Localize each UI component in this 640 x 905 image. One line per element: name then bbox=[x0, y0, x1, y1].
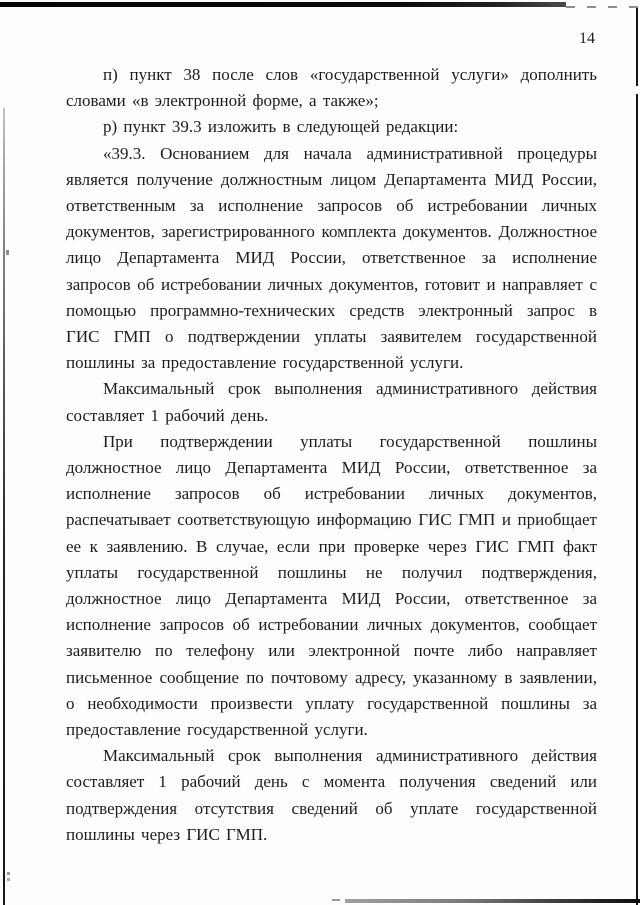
paragraph-max-term-2: Максимальный срок выполнения административного действия составляет 1 рабочий день с момента получения сведений или подтверждения отсутствия сведений об уплате государственной пошлины через ГИС ГМП. bbox=[66, 746, 597, 844]
scan-edge-bottom-dash bbox=[332, 899, 340, 901]
page-number: 14 bbox=[579, 30, 595, 47]
scan-edge-top-dashes bbox=[566, 6, 640, 8]
scan-edge-top bbox=[0, 2, 566, 7]
paragraph-39-3-basis: «39.3. Основанием для начала административной процедуры является получение должностным лицом Департамента МИД России, ответственным за исполнение запросов об истребовании личных документов, зарегистрированного комплекта документов. Должностное лицо Департамента МИД России, ответственное за исполнение запросов об истребовании личных документов, готовит и направляет с помощью программно-технических средств электронный запрос в ГИС ГМП о подтверждении уплаты заявителем государственной пошлины за предоставление государственной услуги. bbox=[66, 143, 597, 373]
paragraph-payment-confirmation: При подтверждении уплаты государственной пошлины должностное лицо Департамента МИД России, ответственное за исполнение запросов об истребовании личных документов, распечатывает соответствующую информацию ГИС ГМП и приобщает ее к заявлению. В случае, если при проверке через ГИС ГМП факт уплаты государственной пошлины не получил подтверждения, должностное лицо Департамента МИД России, ответственное за исполнение запросов об истребовании личных документов, сообщает заявителю по телефону или электронной почте либо направляет письменное сообщение по почтовому адресу, указанному в заявлении, о необходимости произвести уплату государственной пошлины за предоставление государственной услуги. bbox=[66, 431, 597, 740]
document-body bbox=[66, 62, 597, 848]
scan-edge-right bbox=[636, 8, 638, 905]
scan-speck bbox=[6, 250, 9, 255]
paragraph-subitem-r: р) пункт 39.3 изложить в следующей редакции: bbox=[103, 117, 459, 137]
scan-edge-bottom bbox=[345, 899, 640, 903]
paragraph-max-term-1: Максимальный срок выполнения административного действия составляет 1 рабочий день. bbox=[66, 379, 597, 425]
scan-edge-right-gap bbox=[635, 86, 639, 94]
scan-speck bbox=[7, 878, 10, 881]
scan-speck bbox=[7, 872, 10, 875]
paragraph-subitem-p: п) пункт 38 после слов «государственной услуги» дополнить словами «в электронной форме, а также»; bbox=[66, 65, 597, 111]
scan-edge-left bbox=[3, 108, 5, 905]
